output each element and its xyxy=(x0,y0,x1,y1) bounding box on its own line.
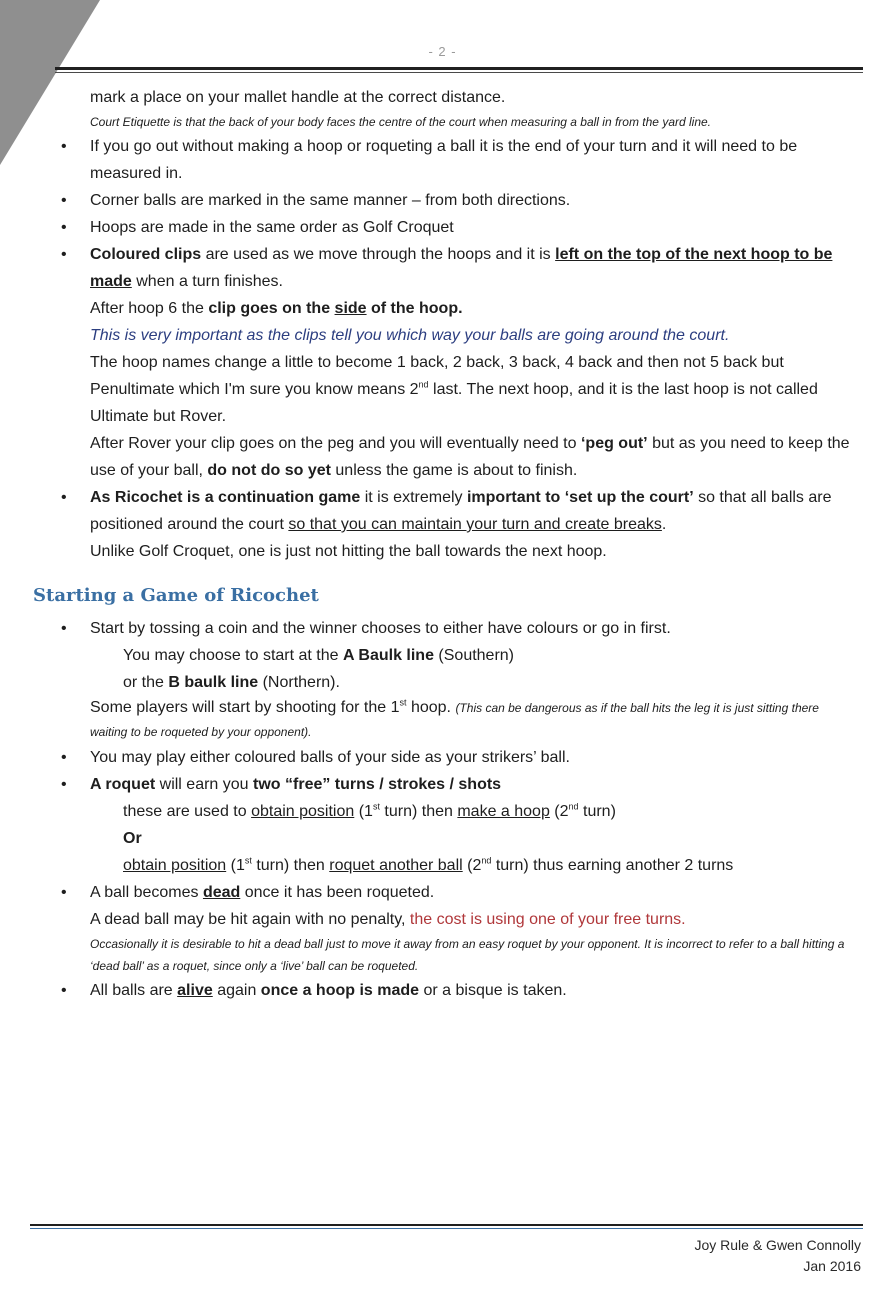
header-rule xyxy=(55,67,863,70)
list-item: • If you go out without making a hoop or roqueting a ball it is the end of your turn and it will need to be measured in. xyxy=(0,133,885,187)
free-turns-option-1: these are used to obtain position (1st turn) then make a hoop (2nd turn) xyxy=(123,801,616,820)
list-item: • Corner balls are marked in the same manner – from both directions. xyxy=(0,187,885,214)
peg-out-paragraph: After Rover your clip goes on the peg and you will eventually need to ‘peg out’ but as you need to keep the use of your ball, do not do so yet unless the game is about to finish. xyxy=(90,435,850,479)
free-turns-option-2: obtain position (1st turn) then roquet another ball (2nd turn) thus earning another 2 turns xyxy=(123,855,734,874)
baulk-option-b: or the B baulk line (Northern). xyxy=(123,674,340,691)
intro-line: mark a place on your mallet handle at the correct distance. xyxy=(90,89,506,106)
list-item: • All balls are alive again once a hoop is made or a bisque is taken. xyxy=(0,977,885,1004)
document-body xyxy=(0,84,885,1004)
clips-importance-note: This is very important as the clips tell you which way your balls are going around the court. xyxy=(90,327,730,344)
rules-list xyxy=(0,133,885,565)
footer-authors: Joy Rule & Gwen Connolly xyxy=(694,1237,861,1253)
starting-list xyxy=(0,615,885,1004)
list-item: • Start by tossing a coin and the winner chooses to either have colours or go in first. You may choose to start at the A Baulk line (Southern) or the B baulk line (Northern). Some players will start by shooting for the 1st hoop. (This can be dangerous as if the ball hits the leg it is just sitting there waiting to be roqueted by your opponent). xyxy=(0,615,885,744)
or-label: Or xyxy=(123,830,142,847)
clip-side-line: After hoop 6 the clip goes on the side of the hoop. xyxy=(90,300,463,317)
baulk-option-a: You may choose to start at the A Baulk line (Southern) xyxy=(123,647,515,664)
header-rule-thin xyxy=(55,72,863,73)
section-heading: Starting a Game of Ricochet xyxy=(33,585,319,606)
dead-ball-line: A dead ball may be hit again with no penalty, the cost is using one of your free turns. xyxy=(90,911,686,928)
dead-ball-note: Occasionally it is desirable to hit a dead ball just to move it away from an easy roquet by your opponent. It is incorrect to refer to a ball hitting a ‘dead ball’ as a roquet, since only a ‘live’ ball can be roqueted. xyxy=(90,937,845,973)
golf-croquet-comparison: Unlike Golf Croquet, one is just not hitting the ball towards the next hoop. xyxy=(90,543,607,560)
first-hoop-note: Some players will start by shooting for the 1st hoop. (This can be dangerous as if the ball hits the leg it is just sitting there waiting to be roqueted by your opponent). xyxy=(90,697,819,739)
list-item: • You may play either coloured balls of your side as your strikers’ ball. xyxy=(0,744,885,771)
etiquette-note: Court Etiquette is that the back of your body faces the centre of the court when measuring a ball in from the yard line. xyxy=(90,115,712,129)
footer-rule-blue xyxy=(30,1228,863,1229)
list-item: • Hoops are made in the same order as Golf Croquet xyxy=(0,214,885,241)
list-item: • A ball becomes dead once it has been roqueted. A dead ball may be hit again with no penalty, the cost is using one of your free turns. Occasionally it is desirable to hit a dead ball just to move it away from an easy roquet by your opponent. It is incorrect to refer to a ball hitting a ‘dead ball’ as a roquet, since only a ‘live’ ball can be roqueted. xyxy=(0,879,885,977)
footer xyxy=(694,1235,861,1277)
list-item: • Coloured clips are used as we move through the hoops and it is left on the top of the next hoop to be made when a turn finishes. After hoop 6 the clip goes on the side of the hoop. This is very important as the clips tell you which way your balls are going around the court. The hoop names change a little to become 1 back, 2 back, 3 back, 4 back and then not 5 back but Penultimate which I'm sure you know means 2nd last. The next hoop, and it is the last hoop is not called Ultimate but Rover. After Rover your clip goes on the peg and you will eventually need to ‘peg out’ but as you need to keep the use of your ball, do not do so yet unless the game is about to finish. xyxy=(0,241,885,484)
list-item: • A roquet will earn you two “free” turns / strokes / shots these are used to obtain position (1st turn) then make a hoop (2nd turn) Or obtain position (1st turn) then roquet another ball (2nd turn) thus earning another 2 turns xyxy=(0,771,885,879)
footer-date: Jan 2016 xyxy=(803,1258,861,1274)
list-item: • As Ricochet is a continuation game it is extremely important to ‘set up the court’ so that all balls are positioned around the court so that you can maintain your turn and create breaks. Unlike Golf Croquet, one is just not hitting the ball towards the next hoop. xyxy=(0,484,885,565)
footer-rule xyxy=(30,1224,863,1226)
page-number: - 2 - xyxy=(428,44,457,59)
hoop-names-paragraph: The hoop names change a little to become 1 back, 2 back, 3 back, 4 back and then not 5 back but Penultimate which I'm sure you know means 2nd last. The next hoop, and it is the last hoop is not called Ultimate but Rover. xyxy=(90,354,818,425)
